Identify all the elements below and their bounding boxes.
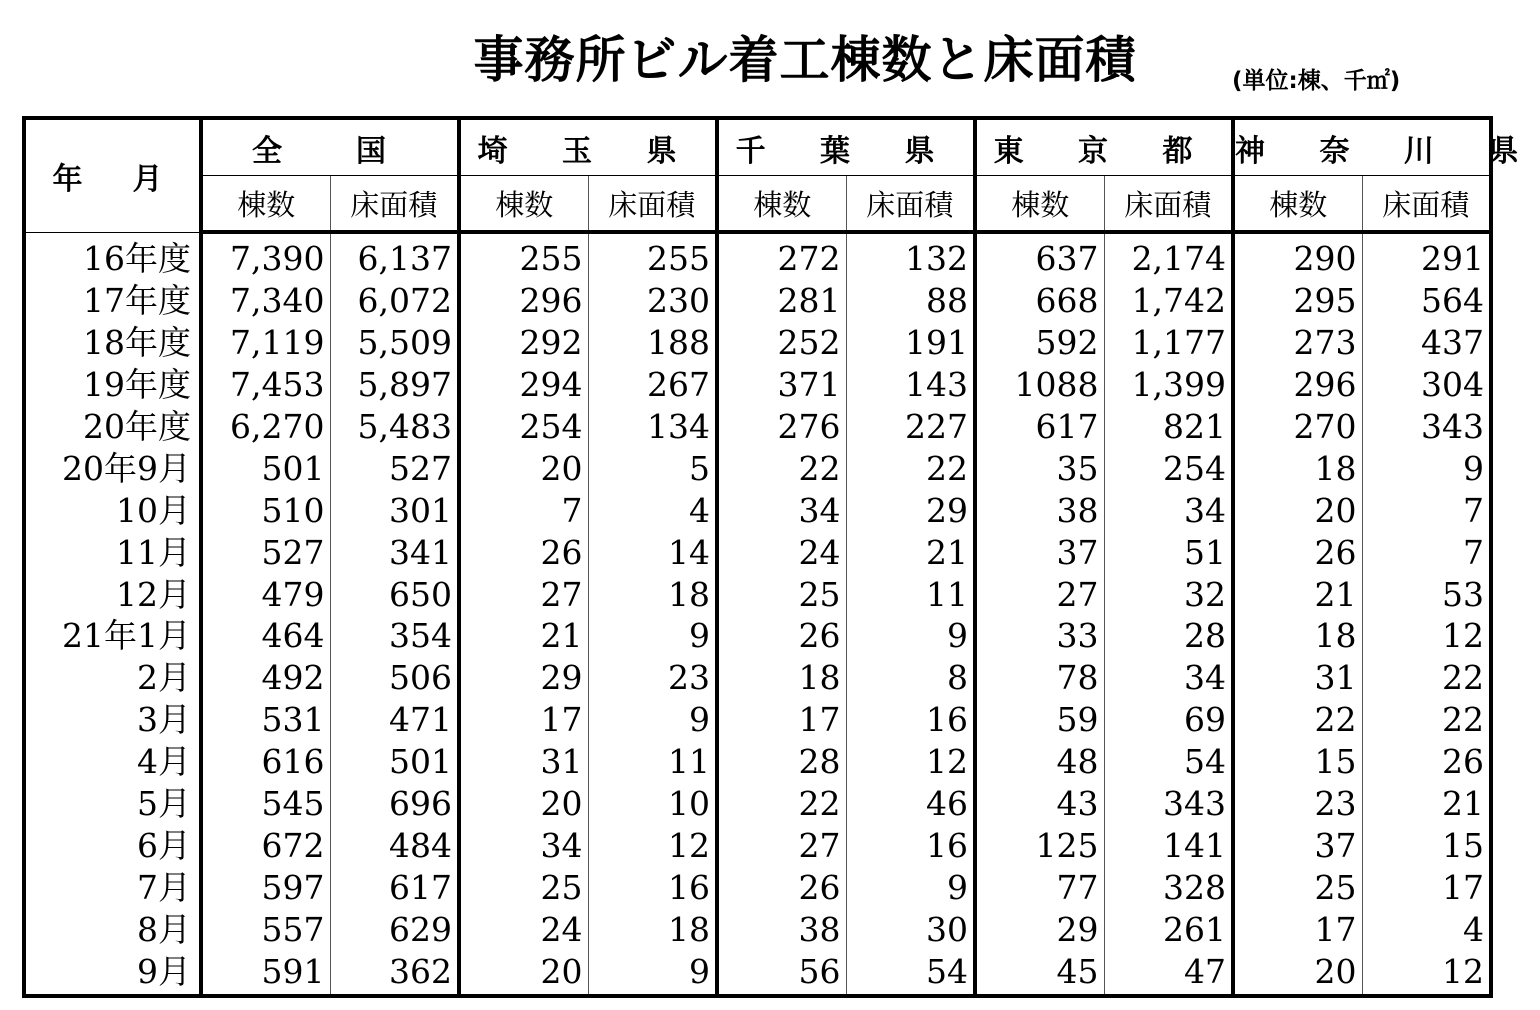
area-cell: 18 <box>588 908 717 950</box>
area-cell: 2,174 <box>1104 232 1233 280</box>
area-cell: 617 <box>330 866 459 908</box>
count-cell: 371 <box>717 364 846 406</box>
count-cell: 23 <box>1233 783 1362 825</box>
area-cell: 9 <box>588 615 717 657</box>
region-header-tokyo: 東 京 都 <box>975 118 1233 176</box>
table-row <box>24 741 1491 783</box>
area-cell: 1,399 <box>1104 364 1233 406</box>
count-cell: 33 <box>975 615 1104 657</box>
count-cell: 20 <box>1233 950 1362 996</box>
row-label: 10月 <box>24 489 201 531</box>
count-cell: 27 <box>975 573 1104 615</box>
area-cell: 141 <box>1104 824 1233 866</box>
count-cell: 38 <box>975 489 1104 531</box>
area-cell: 484 <box>330 824 459 866</box>
count-cell: 27 <box>459 573 588 615</box>
count-cell: 17 <box>717 699 846 741</box>
count-cell: 252 <box>717 322 846 364</box>
region-header-national: 全 国 <box>201 118 459 176</box>
area-cell: 328 <box>1104 866 1233 908</box>
count-cell: 34 <box>459 824 588 866</box>
area-cell: 362 <box>330 950 459 996</box>
count-cell: 545 <box>201 783 330 825</box>
count-cell: 281 <box>717 280 846 322</box>
region-header-chiba: 千 葉 県 <box>717 118 975 176</box>
count-cell: 24 <box>459 908 588 950</box>
count-cell: 292 <box>459 322 588 364</box>
area-cell: 30 <box>846 908 975 950</box>
table-row <box>24 489 1491 531</box>
count-cell: 294 <box>459 364 588 406</box>
area-cell: 7 <box>1463 532 1485 572</box>
area-cell: 291 <box>1421 239 1485 279</box>
area-cell: 21 <box>1442 784 1485 824</box>
sub-header-count: 棟数 <box>717 176 846 233</box>
row-label-header: 年 月 <box>24 118 201 232</box>
area-cell: 11 <box>588 741 717 783</box>
count-cell: 20 <box>459 950 588 996</box>
row-label: 16年度 <box>24 232 201 280</box>
area-cell: 6,072 <box>330 280 459 322</box>
count-cell: 255 <box>459 232 588 280</box>
count-cell: 272 <box>717 232 846 280</box>
region-header-saitama: 埼 玉 県 <box>459 118 717 176</box>
row-label: 11月 <box>24 531 201 573</box>
count-cell: 31 <box>1233 657 1362 699</box>
page-title: 事務所ビル着工棟数と床面積 <box>473 31 1137 89</box>
count-cell: 668 <box>975 280 1104 322</box>
table-row <box>24 824 1491 866</box>
area-cell: 32 <box>1104 573 1233 615</box>
count-cell: 270 <box>1233 406 1362 448</box>
area-cell: 15 <box>1442 825 1485 865</box>
area-cell: 134 <box>588 406 717 448</box>
row-label: 18年度 <box>24 322 201 364</box>
count-cell: 616 <box>201 741 330 783</box>
count-cell: 22 <box>1233 699 1362 741</box>
area-cell: 28 <box>1104 615 1233 657</box>
count-cell: 26 <box>717 615 846 657</box>
area-cell: 11 <box>846 573 975 615</box>
area-cell: 8 <box>846 657 975 699</box>
area-cell: 230 <box>588 280 717 322</box>
area-cell: 17 <box>1442 867 1485 907</box>
area-cell: 34 <box>1104 657 1233 699</box>
area-cell: 69 <box>1104 699 1233 741</box>
area-cell: 564 <box>1421 281 1485 321</box>
area-cell: 18 <box>588 573 717 615</box>
count-cell: 20 <box>1233 489 1362 531</box>
sub-header-count: 棟数 <box>975 176 1104 233</box>
count-cell: 27 <box>717 824 846 866</box>
row-label: 6月 <box>24 824 201 866</box>
count-cell: 29 <box>459 657 588 699</box>
count-cell: 592 <box>975 322 1104 364</box>
area-cell: 527 <box>330 447 459 489</box>
count-cell: 24 <box>717 531 846 573</box>
area-cell: 12 <box>1442 616 1485 656</box>
row-label: 20年度 <box>24 406 201 448</box>
area-cell: 47 <box>1104 950 1233 996</box>
count-cell: 25 <box>1233 866 1362 908</box>
count-cell: 501 <box>201 447 330 489</box>
area-cell: 14 <box>588 531 717 573</box>
count-cell: 254 <box>459 406 588 448</box>
area-cell: 4 <box>588 489 717 531</box>
area-cell: 254 <box>1104 447 1233 489</box>
area-cell: 54 <box>1104 741 1233 783</box>
sub-header-count: 棟数 <box>1233 176 1362 233</box>
table-row <box>24 908 1491 950</box>
count-cell: 527 <box>201 531 330 573</box>
table-row <box>24 280 1491 322</box>
count-cell: 273 <box>1233 322 1362 364</box>
count-cell: 78 <box>975 657 1104 699</box>
area-cell: 5 <box>588 447 717 489</box>
count-cell: 296 <box>459 280 588 322</box>
count-cell: 38 <box>717 908 846 950</box>
area-cell: 227 <box>846 406 975 448</box>
count-cell: 21 <box>459 615 588 657</box>
row-label: 21年1月 <box>24 615 201 657</box>
count-cell: 37 <box>1233 824 1362 866</box>
area-cell: 301 <box>330 489 459 531</box>
area-cell: 9 <box>588 699 717 741</box>
area-cell: 88 <box>846 280 975 322</box>
count-cell: 18 <box>717 657 846 699</box>
area-cell: 34 <box>1104 489 1233 531</box>
table-row <box>24 447 1491 489</box>
count-cell: 531 <box>201 699 330 741</box>
area-cell: 1,742 <box>1104 280 1233 322</box>
count-cell: 56 <box>717 950 846 996</box>
sub-header-count: 棟数 <box>459 176 588 233</box>
area-cell: 5,509 <box>330 322 459 364</box>
count-cell: 77 <box>975 866 1104 908</box>
area-cell: 54 <box>846 950 975 996</box>
data-table <box>22 116 1540 998</box>
area-cell: 22 <box>1442 700 1485 740</box>
area-cell: 12 <box>846 741 975 783</box>
row-label: 20年9月 <box>24 447 201 489</box>
area-cell: 267 <box>588 364 717 406</box>
area-cell: 9 <box>846 615 975 657</box>
area-cell: 9 <box>846 866 975 908</box>
row-label: 3月 <box>24 699 201 741</box>
area-cell: 188 <box>588 322 717 364</box>
table-row <box>24 615 1491 657</box>
row-label: 4月 <box>24 741 201 783</box>
count-cell: 45 <box>975 950 1104 996</box>
area-cell: 501 <box>330 741 459 783</box>
count-cell: 37 <box>975 531 1104 573</box>
area-cell: 53 <box>1442 574 1485 614</box>
area-cell: 650 <box>330 573 459 615</box>
area-cell: 21 <box>846 531 975 573</box>
count-cell: 43 <box>975 783 1104 825</box>
area-cell: 1,177 <box>1104 322 1233 364</box>
unit-note: (単位:棟、千㎡) <box>1232 68 1401 94</box>
count-cell: 7,340 <box>201 280 330 322</box>
count-cell: 26 <box>717 866 846 908</box>
sub-header-area: 床面積 <box>1104 176 1233 233</box>
area-cell: 29 <box>846 489 975 531</box>
count-cell: 637 <box>975 232 1104 280</box>
table-row <box>24 364 1491 406</box>
count-cell: 18 <box>1233 615 1362 657</box>
row-label: 12月 <box>24 573 201 615</box>
area-cell: 821 <box>1104 406 1233 448</box>
area-cell: 10 <box>588 783 717 825</box>
count-cell: 25 <box>717 573 846 615</box>
area-cell: 22 <box>1442 658 1485 698</box>
count-cell: 20 <box>459 783 588 825</box>
count-cell: 17 <box>459 699 588 741</box>
row-label: 5月 <box>24 783 201 825</box>
count-cell: 15 <box>1233 741 1362 783</box>
count-cell: 21 <box>1233 573 1362 615</box>
count-cell: 7,119 <box>201 322 330 364</box>
area-cell: 191 <box>846 322 975 364</box>
area-cell: 4 <box>1463 909 1485 949</box>
area-cell: 261 <box>1104 908 1233 950</box>
area-cell: 6,137 <box>330 232 459 280</box>
table-row <box>24 531 1491 573</box>
count-cell: 20 <box>459 447 588 489</box>
count-cell: 296 <box>1233 364 1362 406</box>
table-row <box>24 866 1491 908</box>
table-row <box>24 406 1491 448</box>
area-cell: 12 <box>1442 951 1485 991</box>
row-label: 9月 <box>24 950 201 996</box>
area-cell: 23 <box>588 657 717 699</box>
table-row <box>24 232 1491 280</box>
sub-header-area: 床面積 <box>846 176 975 233</box>
count-cell: 125 <box>975 824 1104 866</box>
area-cell: 16 <box>588 866 717 908</box>
area-cell: 343 <box>1421 407 1485 446</box>
count-cell: 617 <box>975 406 1104 448</box>
table-row <box>24 657 1491 699</box>
area-cell: 5,483 <box>330 406 459 448</box>
count-cell: 26 <box>1233 531 1362 573</box>
area-cell: 16 <box>846 699 975 741</box>
count-cell: 591 <box>201 950 330 996</box>
row-label: 19年度 <box>24 364 201 406</box>
table-row <box>24 950 1491 996</box>
row-label: 17年度 <box>24 280 201 322</box>
count-cell: 510 <box>201 489 330 531</box>
row-label: 2月 <box>24 657 201 699</box>
area-cell: 46 <box>846 783 975 825</box>
count-cell: 672 <box>201 824 330 866</box>
area-cell: 255 <box>588 232 717 280</box>
area-cell: 12 <box>588 824 717 866</box>
count-cell: 48 <box>975 741 1104 783</box>
area-cell: 7 <box>1463 490 1485 530</box>
area-cell: 5,897 <box>330 364 459 406</box>
area-cell: 629 <box>330 908 459 950</box>
area-cell: 343 <box>1104 783 1233 825</box>
sub-header-count: 棟数 <box>201 176 330 233</box>
table-row <box>24 699 1491 741</box>
table-row <box>24 322 1491 364</box>
count-cell: 34 <box>717 489 846 531</box>
area-cell: 143 <box>846 364 975 406</box>
count-cell: 18 <box>1233 447 1362 489</box>
count-cell: 1088 <box>975 364 1104 406</box>
area-cell: 51 <box>1104 531 1233 573</box>
count-cell: 17 <box>1233 908 1362 950</box>
count-cell: 29 <box>975 908 1104 950</box>
count-cell: 7 <box>459 489 588 531</box>
area-cell: 16 <box>846 824 975 866</box>
sub-header-area: 床面積 <box>588 176 717 233</box>
count-cell: 22 <box>717 783 846 825</box>
area-cell: 9 <box>1463 448 1485 488</box>
area-cell: 354 <box>330 615 459 657</box>
row-label: 7月 <box>24 866 201 908</box>
count-cell: 6,270 <box>201 406 330 448</box>
table-row <box>24 783 1491 825</box>
count-cell: 464 <box>201 615 330 657</box>
sub-header-area: 床面積 <box>330 176 459 233</box>
area-cell: 506 <box>330 657 459 699</box>
area-cell: 341 <box>330 531 459 573</box>
count-cell: 295 <box>1233 280 1362 322</box>
area-cell: 9 <box>588 950 717 996</box>
count-cell: 290 <box>1233 232 1362 280</box>
area-cell: 471 <box>330 699 459 741</box>
area-cell: 304 <box>1421 365 1485 405</box>
area-cell: 696 <box>330 783 459 825</box>
area-cell: 22 <box>846 447 975 489</box>
count-cell: 28 <box>717 741 846 783</box>
count-cell: 59 <box>975 699 1104 741</box>
count-cell: 26 <box>459 531 588 573</box>
area-cell: 437 <box>1421 323 1485 363</box>
count-cell: 492 <box>201 657 330 699</box>
area-cell: 26 <box>1442 742 1485 782</box>
count-cell: 7,390 <box>201 232 330 280</box>
count-cell: 31 <box>459 741 588 783</box>
count-cell: 479 <box>201 573 330 615</box>
region-header-kanagawa: 神 奈 川 県 <box>1233 118 1491 176</box>
count-cell: 557 <box>201 908 330 950</box>
area-cell: 132 <box>846 232 975 280</box>
count-cell: 25 <box>459 866 588 908</box>
count-cell: 35 <box>975 447 1104 489</box>
count-cell: 597 <box>201 866 330 908</box>
table-row <box>24 573 1491 615</box>
count-cell: 276 <box>717 406 846 448</box>
row-label: 8月 <box>24 908 201 950</box>
count-cell: 7,453 <box>201 364 330 406</box>
count-cell: 22 <box>717 447 846 489</box>
sub-header-area: 床面積 <box>1362 176 1491 233</box>
